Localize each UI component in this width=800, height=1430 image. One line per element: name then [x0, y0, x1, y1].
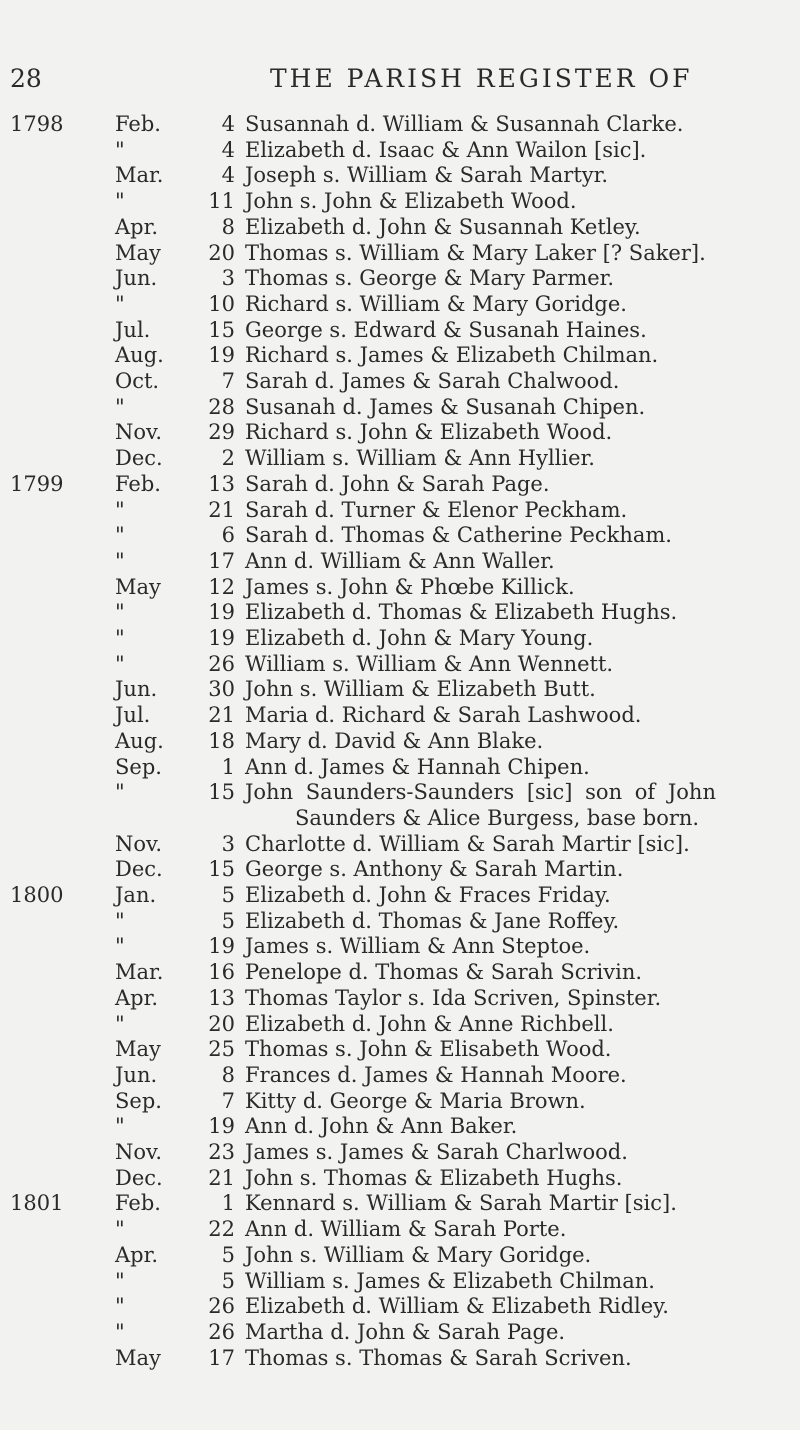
entry-text: Joseph s. William & Sarah Martyr.	[245, 163, 609, 188]
register-entry	[0, 960, 800, 984]
entry-text: George s. Edward & Susanah Haines.	[245, 317, 647, 342]
register-entry	[0, 729, 800, 753]
entry-day: 23	[208, 1140, 235, 1164]
entry-text: Thomas s. Thomas & Sarah Scriven.	[245, 1345, 632, 1370]
register-entry	[0, 318, 800, 342]
register-entry	[0, 343, 800, 367]
entry-text: John s. William & Mary Goridge.	[245, 1242, 592, 1267]
entry-month: May	[115, 1345, 161, 1370]
entry-day: 5	[221, 908, 235, 933]
register-entry	[0, 1114, 800, 1138]
entry-month: Sep.	[115, 754, 162, 779]
entry-day: 15	[208, 857, 235, 882]
entry-day: 21	[208, 497, 235, 522]
entry-day: 4	[221, 137, 235, 162]
entry-text: Maria d. Richard & Sarah Lashwood.	[245, 703, 642, 728]
entry-day: 26	[208, 1319, 235, 1344]
register-entry	[0, 1166, 800, 1190]
entry-year: 1799	[10, 471, 64, 496]
register-entry	[0, 1140, 800, 1164]
register-entry	[0, 1191, 800, 1215]
register-entry	[0, 575, 800, 599]
register-entry	[0, 883, 800, 907]
entry-text: Ann d. James & Hannah Chipen.	[245, 754, 590, 779]
register-entry	[0, 1269, 800, 1293]
entry-text: Elizabeth d. Thomas & Elizabeth Hughs.	[245, 600, 678, 625]
entry-day: 21	[208, 703, 235, 728]
entry-month: "	[115, 626, 125, 650]
register-entry	[0, 677, 800, 701]
entry-day: 26	[208, 651, 235, 676]
register-entry	[0, 420, 800, 444]
entry-month: Dec.	[115, 1165, 163, 1190]
entry-day: 17	[208, 1345, 235, 1370]
register-entry	[0, 857, 800, 881]
register-entry	[0, 266, 800, 290]
entry-year: 1798	[10, 112, 64, 136]
entry-month: Aug.	[115, 343, 164, 368]
entry-text: Elizabeth d. John & Mary Young.	[245, 626, 594, 650]
entry-month: Jun.	[115, 677, 158, 702]
register-entry	[0, 189, 800, 213]
entry-day: 19	[208, 600, 235, 625]
register-entry	[0, 446, 800, 470]
entry-day: 5	[221, 1242, 235, 1267]
entry-text: Richard s. James & Elizabeth Chilman.	[245, 343, 659, 368]
entry-month: "	[115, 1217, 125, 1242]
entry-month: "	[115, 394, 125, 419]
entry-month: "	[115, 651, 125, 676]
entry-month: May	[115, 240, 161, 265]
entry-month: "	[115, 1268, 125, 1293]
entry-day: 26	[208, 1294, 235, 1319]
register-entry	[0, 909, 800, 933]
entry-day: 21	[208, 1165, 235, 1190]
entry-month: Jun.	[115, 1062, 158, 1087]
entry-day: 3	[221, 831, 235, 856]
entry-text: Sarah d. Turner & Elenor Peckham.	[245, 497, 628, 522]
entry-text: Penelope d. Thomas & Sarah Scrivin.	[245, 960, 643, 985]
register-entry	[0, 703, 800, 727]
entry-month: Jul.	[115, 317, 151, 342]
entry-text: Kennard s. William & Sarah Martir [sic].	[245, 1191, 677, 1216]
entry-text: William s. James & Elizabeth Chilman.	[245, 1268, 655, 1293]
register-entry	[0, 523, 800, 547]
entry-month: "	[115, 780, 125, 805]
entry-month: "	[115, 1114, 125, 1139]
register-entry	[0, 369, 800, 393]
register-entry	[0, 549, 800, 573]
entry-month: "	[115, 137, 125, 162]
register-entry-continuation	[0, 806, 800, 830]
register-entry	[0, 241, 800, 265]
register-entry	[0, 1346, 800, 1370]
register-entry	[0, 1320, 800, 1344]
entry-day: 5	[221, 1268, 235, 1293]
entry-text: Sarah d. Thomas & Catherine Peckham.	[245, 523, 672, 548]
entry-text: Susanah d. James & Susanah Chipen.	[245, 394, 646, 419]
entry-month: "	[115, 523, 125, 548]
entry-day: 8	[221, 1062, 235, 1087]
entry-day: 5	[221, 883, 235, 907]
register-entry	[0, 652, 800, 676]
register-entry	[0, 755, 800, 779]
register-entry	[0, 1037, 800, 1061]
entry-day: 11	[208, 189, 235, 214]
entry-day: 20	[208, 240, 235, 265]
entry-text: Elizabeth d. Isaac & Ann Wailon [sic].	[245, 137, 647, 162]
entry-day: 19	[208, 934, 235, 959]
entry-text: Sarah d. James & Sarah Chalwood.	[245, 369, 620, 393]
register-entry	[0, 1012, 800, 1036]
entry-text: John Saunders-Saunders [sic] son of John	[245, 780, 716, 805]
entry-day: 29	[208, 420, 235, 445]
entry-day: 19	[208, 1114, 235, 1139]
register-entry	[0, 215, 800, 239]
entry-month: Nov.	[115, 420, 163, 445]
entry-month: "	[115, 1011, 125, 1036]
entry-day: 16	[208, 960, 235, 985]
entry-text-continuation: Saunders & Alice Burgess, base born.	[295, 805, 700, 830]
entry-month: "	[115, 600, 125, 625]
entry-text: John s. William & Elizabeth Butt.	[245, 677, 596, 702]
register-entry	[0, 1217, 800, 1241]
entry-month: Sep.	[115, 1088, 162, 1113]
entry-month: Feb.	[115, 471, 161, 496]
entry-month: Dec.	[115, 857, 163, 882]
entry-text: Frances d. James & Hannah Moore.	[245, 1062, 627, 1087]
register-entry	[0, 1063, 800, 1087]
entry-day: 22	[208, 1217, 235, 1242]
entry-month: May	[115, 1037, 161, 1062]
register-entry	[0, 1294, 800, 1318]
entry-day: 13	[208, 471, 235, 496]
entry-month: Dec.	[115, 446, 163, 471]
entry-text: Richard s. William & Mary Goridge.	[245, 291, 627, 316]
entry-text: John s. Thomas & Elizabeth Hughs.	[245, 1165, 623, 1190]
register-entry	[0, 626, 800, 650]
entry-text: Elizabeth d. John & Susannah Ketley.	[245, 214, 641, 239]
register-entry	[0, 395, 800, 419]
entry-month: "	[115, 934, 125, 959]
entry-text: James s. James & Sarah Charlwood.	[245, 1140, 628, 1164]
register-entry	[0, 112, 800, 136]
entry-year: 1801	[10, 1191, 64, 1216]
entry-day: 1	[221, 1191, 235, 1216]
entry-month: Jan.	[115, 883, 157, 907]
entry-text: Elizabeth d. John & Fraces Friday.	[245, 883, 611, 907]
entry-day: 13	[208, 985, 235, 1010]
entry-day: 4	[221, 112, 235, 136]
register-entry	[0, 780, 800, 804]
entry-day: 15	[208, 780, 235, 805]
register-entry	[0, 498, 800, 522]
entry-month: "	[115, 291, 125, 316]
entry-day: 3	[221, 266, 235, 291]
entry-text: William s. William & Ann Hyllier.	[245, 446, 595, 471]
entry-text: Kitty d. George & Maria Brown.	[245, 1088, 586, 1113]
entry-day: 19	[208, 626, 235, 650]
entry-month: Mar.	[115, 960, 164, 985]
page-number: 28	[10, 64, 42, 93]
register-entry	[0, 1243, 800, 1267]
entry-text: Sarah d. John & Sarah Page.	[245, 471, 550, 496]
entry-text: Thomas s. William & Mary Laker [? Saker].	[245, 240, 706, 265]
entry-day: 1	[221, 754, 235, 779]
entry-day: 18	[208, 728, 235, 753]
register-entry	[0, 934, 800, 958]
entry-text: Thomas s. John & Elisabeth Wood.	[245, 1037, 612, 1062]
entry-month: "	[115, 1294, 125, 1319]
entry-text: Elizabeth d. William & Elizabeth Ridley.	[245, 1294, 669, 1319]
entry-text: John s. John & Elizabeth Wood.	[245, 189, 577, 214]
entry-month: Mar.	[115, 163, 164, 188]
entry-day: 30	[208, 677, 235, 702]
entry-text: Charlotte d. William & Sarah Martir [sic].	[245, 831, 690, 856]
register-entry	[0, 472, 800, 496]
entry-day: 8	[221, 214, 235, 239]
entry-month: Jul.	[115, 703, 151, 728]
entry-day: 20	[208, 1011, 235, 1036]
register-entry	[0, 292, 800, 316]
register-entry	[0, 832, 800, 856]
entry-text: Mary d. David & Ann Blake.	[245, 728, 544, 753]
entry-day: 12	[208, 574, 235, 599]
entry-text: Martha d. John & Sarah Page.	[245, 1319, 566, 1344]
entry-month: Oct.	[115, 369, 160, 393]
register-entry	[0, 138, 800, 162]
entry-day: 10	[208, 291, 235, 316]
entry-day: 2	[221, 446, 235, 471]
entry-month: Apr.	[115, 1242, 159, 1267]
entry-month: Apr.	[115, 985, 159, 1010]
register-entry	[0, 163, 800, 187]
entry-day: 6	[221, 523, 235, 548]
entry-month: Aug.	[115, 728, 164, 753]
entry-day: 15	[208, 317, 235, 342]
entry-month: Nov.	[115, 1140, 163, 1164]
entry-month: Apr.	[115, 214, 159, 239]
entry-month: "	[115, 548, 125, 573]
entry-text: Ann d. William & Sarah Porte.	[245, 1217, 567, 1242]
entry-month: "	[115, 497, 125, 522]
entry-day: 7	[221, 369, 235, 393]
entry-month: Jun.	[115, 266, 158, 291]
entry-text: Elizabeth d. Thomas & Jane Roffey.	[245, 908, 620, 933]
entry-month: Nov.	[115, 831, 163, 856]
register-entry	[0, 1089, 800, 1113]
entry-text: James s. John & Phœbe Killick.	[245, 574, 575, 599]
entry-day: 7	[221, 1088, 235, 1113]
entry-day: 28	[208, 394, 235, 419]
entry-day: 4	[221, 163, 235, 188]
entry-month: "	[115, 189, 125, 214]
entry-text: Susannah d. William & Susannah Clarke.	[245, 112, 684, 136]
entry-year: 1800	[10, 883, 64, 907]
entry-text: Richard s. John & Elizabeth Wood.	[245, 420, 613, 445]
entry-text: Ann d. John & Ann Baker.	[245, 1114, 518, 1139]
entry-text: George s. Anthony & Sarah Martin.	[245, 857, 624, 882]
running-header: THE PARISH REGISTER OF	[270, 64, 693, 93]
entry-text: Ann d. William & Ann Waller.	[245, 548, 555, 573]
entry-text: Thomas Taylor s. Ida Scriven, Spinster.	[245, 985, 662, 1010]
register-entry	[0, 600, 800, 624]
entry-day: 17	[208, 548, 235, 573]
register-entry	[0, 986, 800, 1010]
entry-month: "	[115, 908, 125, 933]
entry-text: Thomas s. George & Mary Parmer.	[245, 266, 615, 291]
entry-text: James s. William & Ann Steptoe.	[245, 934, 591, 959]
entry-text: William s. William & Ann Wennett.	[245, 651, 614, 676]
entry-month: Feb.	[115, 1191, 161, 1216]
entry-text: Elizabeth d. John & Anne Richbell.	[245, 1011, 614, 1036]
entry-day: 25	[208, 1037, 235, 1062]
entry-day: 19	[208, 343, 235, 368]
entry-month: Feb.	[115, 112, 161, 136]
entry-month: "	[115, 1319, 125, 1344]
entry-month: May	[115, 574, 161, 599]
